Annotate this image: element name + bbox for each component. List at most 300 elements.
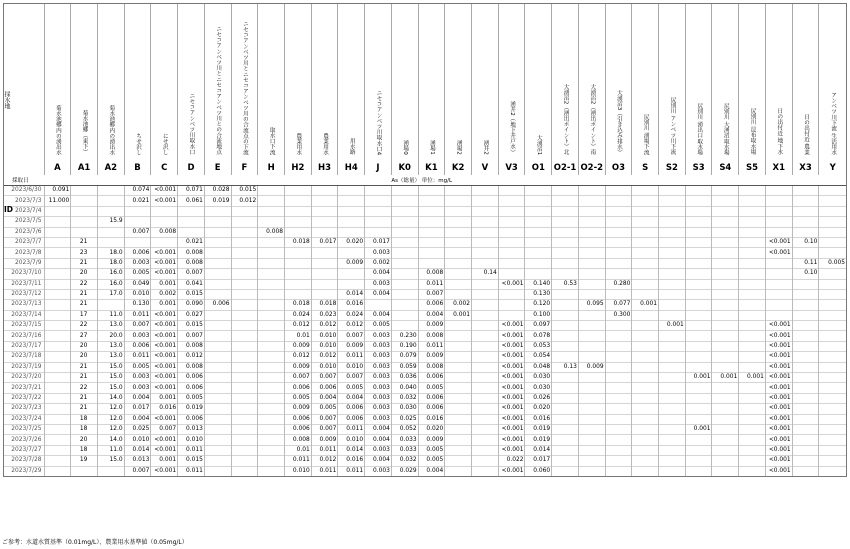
header-row bbox=[4, 4, 846, 161]
table-cell bbox=[44, 414, 71, 424]
table-cell bbox=[792, 383, 819, 393]
table-cell: 21 bbox=[71, 300, 98, 310]
column-description: アンベツ川下流 生活用水 bbox=[830, 91, 837, 155]
table-cell: 22 bbox=[71, 279, 98, 289]
table-cell bbox=[445, 321, 472, 331]
column-id: K1 bbox=[418, 161, 445, 175]
table-cell: 0.008 bbox=[178, 258, 205, 268]
table-cell bbox=[231, 424, 258, 434]
column-id: H bbox=[258, 161, 285, 175]
column-header bbox=[685, 4, 712, 161]
table-cell bbox=[552, 331, 579, 341]
table-cell: <0.001 bbox=[765, 445, 792, 455]
table-cell bbox=[97, 196, 124, 206]
column-description: 湧場2 bbox=[455, 140, 462, 155]
row-date: 2023/7/16 bbox=[4, 331, 44, 341]
table-cell bbox=[739, 206, 766, 216]
table-cell: 0.016 bbox=[525, 414, 552, 424]
table-cell bbox=[712, 393, 739, 403]
table-cell bbox=[605, 414, 632, 424]
table-cell: 0.009 bbox=[311, 435, 338, 445]
row-date: 2023/7/14 bbox=[4, 310, 44, 320]
table-cell bbox=[124, 237, 151, 247]
table-cell bbox=[632, 237, 659, 247]
table-cell: <0.001 bbox=[498, 404, 525, 414]
table-cell bbox=[178, 227, 205, 237]
table-cell: 0.003 bbox=[365, 352, 392, 362]
table-cell: <0.001 bbox=[151, 258, 178, 268]
table-row bbox=[4, 279, 846, 289]
table-cell bbox=[418, 217, 445, 227]
table-cell bbox=[605, 258, 632, 268]
table-cell bbox=[231, 289, 258, 299]
table-cell bbox=[659, 383, 686, 393]
table-row bbox=[4, 414, 846, 424]
table-cell bbox=[391, 279, 418, 289]
table-cell: 0.016 bbox=[338, 300, 365, 310]
table-cell: 0.003 bbox=[124, 331, 151, 341]
table-cell: 0.027 bbox=[178, 310, 205, 320]
column-header bbox=[525, 4, 552, 161]
column-id: X3 bbox=[792, 161, 819, 175]
table-cell bbox=[391, 237, 418, 247]
table-cell: 0.01 bbox=[284, 445, 311, 455]
table-cell: 0.011 bbox=[124, 352, 151, 362]
table-cell bbox=[445, 352, 472, 362]
table-cell bbox=[632, 424, 659, 434]
table-cell bbox=[311, 217, 338, 227]
column-id: J bbox=[365, 161, 392, 175]
column-description: 尻別川 湧場下流 bbox=[642, 114, 649, 155]
table-cell: 0.005 bbox=[418, 456, 445, 466]
table-cell: <0.001 bbox=[765, 373, 792, 383]
table-cell bbox=[498, 227, 525, 237]
table-cell: 0.003 bbox=[365, 248, 392, 258]
table-cell bbox=[552, 269, 579, 279]
table-cell bbox=[632, 217, 659, 227]
table-cell: 0.012 bbox=[178, 352, 205, 362]
table-cell bbox=[472, 310, 499, 320]
table-cell: 0.009 bbox=[418, 352, 445, 362]
table-cell bbox=[365, 196, 392, 206]
table-cell bbox=[552, 237, 579, 247]
row-date: 2023/7/3 bbox=[4, 196, 44, 206]
table-cell: 15.9 bbox=[97, 217, 124, 227]
table-cell: 0.074 bbox=[124, 186, 151, 196]
table-cell: 20 bbox=[71, 341, 98, 351]
column-id: K0 bbox=[391, 161, 418, 175]
table-cell bbox=[231, 237, 258, 247]
table-cell bbox=[472, 383, 499, 393]
table-cell: <0.001 bbox=[151, 269, 178, 279]
table-cell bbox=[632, 414, 659, 424]
column-description: 菊水池郷内の湧出水 bbox=[108, 104, 115, 155]
table-cell: <0.001 bbox=[765, 352, 792, 362]
column-description: 尻別川 大湧沼取水場 bbox=[722, 102, 729, 155]
table-cell bbox=[659, 352, 686, 362]
table-cell bbox=[685, 331, 712, 341]
table-cell bbox=[578, 383, 605, 393]
table-row bbox=[4, 258, 846, 268]
table-cell bbox=[685, 237, 712, 247]
table-cell bbox=[632, 227, 659, 237]
table-cell bbox=[685, 352, 712, 362]
table-row bbox=[4, 393, 846, 403]
table-cell: 0.010 bbox=[178, 435, 205, 445]
table-cell bbox=[552, 445, 579, 455]
table-cell bbox=[685, 258, 712, 268]
table-cell bbox=[605, 404, 632, 414]
table-cell: 0.008 bbox=[418, 331, 445, 341]
table-cell bbox=[712, 186, 739, 196]
table-cell: 0.019 bbox=[178, 404, 205, 414]
table-row bbox=[4, 321, 846, 331]
table-cell: 0.230 bbox=[391, 331, 418, 341]
column-id: O1 bbox=[525, 161, 552, 175]
table-cell bbox=[659, 414, 686, 424]
table-row bbox=[4, 373, 846, 383]
table-cell: 0.004 bbox=[311, 393, 338, 403]
table-cell: 13.0 bbox=[97, 352, 124, 362]
table-cell bbox=[284, 227, 311, 237]
column-header bbox=[178, 4, 205, 161]
table-cell bbox=[311, 258, 338, 268]
table-cell bbox=[204, 331, 231, 341]
table-cell bbox=[258, 404, 285, 414]
table-cell bbox=[739, 435, 766, 445]
table-cell bbox=[659, 237, 686, 247]
table-cell bbox=[258, 424, 285, 434]
table-cell bbox=[765, 289, 792, 299]
table-row bbox=[4, 352, 846, 362]
table-cell bbox=[231, 341, 258, 351]
table-cell: 0.007 bbox=[311, 414, 338, 424]
table-cell: 0.007 bbox=[284, 373, 311, 383]
table-cell bbox=[498, 300, 525, 310]
table-cell bbox=[284, 269, 311, 279]
table-cell bbox=[472, 300, 499, 310]
column-description: 尻別川 アンベツ川下流 bbox=[669, 97, 676, 155]
column-description: ニセコアンベツ川とニセコアンベツ川の合流点の下流 bbox=[241, 20, 248, 155]
table-cell bbox=[659, 445, 686, 455]
table-cell: <0.001 bbox=[151, 321, 178, 331]
table-cell: 0.004 bbox=[365, 289, 392, 299]
table-cell: 18 bbox=[71, 424, 98, 434]
table-cell bbox=[472, 341, 499, 351]
column-header bbox=[578, 4, 605, 161]
table-cell: 0.002 bbox=[365, 258, 392, 268]
table-cell: 21 bbox=[71, 289, 98, 299]
table-cell bbox=[605, 196, 632, 206]
table-cell: 0.001 bbox=[151, 300, 178, 310]
table-cell bbox=[792, 300, 819, 310]
table-cell bbox=[712, 362, 739, 372]
table-cell bbox=[739, 186, 766, 196]
table-cell bbox=[258, 217, 285, 227]
table-cell: 0.006 bbox=[418, 300, 445, 310]
table-cell bbox=[231, 414, 258, 424]
table-cell: 0.005 bbox=[418, 383, 445, 393]
column-header bbox=[258, 4, 285, 161]
table-cell bbox=[605, 456, 632, 466]
table-row bbox=[4, 435, 846, 445]
table-cell bbox=[712, 383, 739, 393]
column-id: C bbox=[151, 161, 178, 175]
column-header bbox=[284, 4, 311, 161]
table-cell: 0.030 bbox=[525, 383, 552, 393]
table-cell bbox=[552, 393, 579, 403]
table-cell bbox=[685, 414, 712, 424]
table-cell bbox=[204, 393, 231, 403]
column-description: 尻別川 湧出口取水場 bbox=[696, 102, 703, 155]
table-cell: 0.010 bbox=[311, 331, 338, 341]
table-cell: 0.030 bbox=[391, 404, 418, 414]
row-date: 2023/7/22 bbox=[4, 393, 44, 403]
table-cell: 11.000 bbox=[44, 196, 71, 206]
table-cell: 0.008 bbox=[258, 227, 285, 237]
table-cell: 0.013 bbox=[178, 424, 205, 434]
table-cell bbox=[712, 435, 739, 445]
table-cell: 0.040 bbox=[391, 383, 418, 393]
table-cell: 0.004 bbox=[365, 456, 392, 466]
table-cell bbox=[472, 248, 499, 258]
table-cell bbox=[445, 383, 472, 393]
table-cell bbox=[739, 362, 766, 372]
table-cell bbox=[632, 445, 659, 455]
table-cell bbox=[792, 373, 819, 383]
table-cell bbox=[498, 186, 525, 196]
table-cell: 0.001 bbox=[632, 300, 659, 310]
table-cell: 0.060 bbox=[525, 466, 552, 476]
table-cell bbox=[311, 186, 338, 196]
table-cell: 0.010 bbox=[338, 362, 365, 372]
table-cell bbox=[498, 206, 525, 216]
table-cell bbox=[472, 279, 499, 289]
table-cell bbox=[632, 258, 659, 268]
table-cell bbox=[311, 269, 338, 279]
table-cell: 0.006 bbox=[284, 414, 311, 424]
table-cell: <0.001 bbox=[498, 331, 525, 341]
table-cell bbox=[765, 300, 792, 310]
table-cell: 0.130 bbox=[124, 300, 151, 310]
table-cell: <0.001 bbox=[151, 373, 178, 383]
table-cell: 0.013 bbox=[124, 456, 151, 466]
column-id: D bbox=[178, 161, 205, 175]
column-description: 農業用水 bbox=[322, 132, 329, 155]
column-id: A bbox=[44, 161, 71, 175]
table-cell: 0.005 bbox=[178, 393, 205, 403]
table-cell bbox=[231, 227, 258, 237]
table-cell bbox=[552, 248, 579, 258]
row-date: 2023/7/15 bbox=[4, 321, 44, 331]
table-cell bbox=[632, 310, 659, 320]
table-cell bbox=[204, 237, 231, 247]
row-date: 2023/7/7 bbox=[4, 237, 44, 247]
table-cell: 0.006 bbox=[124, 341, 151, 351]
table-cell: 0.015 bbox=[231, 186, 258, 196]
table-cell bbox=[445, 331, 472, 341]
table-cell: 0.008 bbox=[151, 227, 178, 237]
table-cell: 0.003 bbox=[365, 466, 392, 476]
table-cell: 0.019 bbox=[204, 196, 231, 206]
table-cell: <0.001 bbox=[765, 383, 792, 393]
table-cell: 21 bbox=[71, 404, 98, 414]
table-cell bbox=[659, 331, 686, 341]
table-cell: 0.100 bbox=[525, 310, 552, 320]
table-cell bbox=[685, 456, 712, 466]
column-id: O3 bbox=[605, 161, 632, 175]
table-cell bbox=[284, 196, 311, 206]
table-cell bbox=[472, 414, 499, 424]
table-cell bbox=[739, 321, 766, 331]
table-cell bbox=[739, 196, 766, 206]
table-cell: 0.130 bbox=[525, 289, 552, 299]
table-cell bbox=[739, 414, 766, 424]
table-cell bbox=[391, 227, 418, 237]
table-cell bbox=[552, 341, 579, 351]
table-cell bbox=[605, 289, 632, 299]
table-cell: 0.011 bbox=[418, 341, 445, 351]
table-row bbox=[4, 383, 846, 393]
table-cell bbox=[659, 341, 686, 351]
table-cell bbox=[819, 217, 846, 227]
column-description: 湧井2 bbox=[482, 140, 489, 155]
table-cell: 0.007 bbox=[178, 331, 205, 341]
table-cell bbox=[498, 258, 525, 268]
table-cell bbox=[739, 217, 766, 227]
table-cell bbox=[44, 393, 71, 403]
table-cell: <0.001 bbox=[151, 362, 178, 372]
table-cell bbox=[792, 196, 819, 206]
table-cell bbox=[391, 206, 418, 216]
column-id: S2 bbox=[659, 161, 686, 175]
table-cell bbox=[338, 279, 365, 289]
table-cell: 0.017 bbox=[124, 404, 151, 414]
table-cell bbox=[552, 196, 579, 206]
table-cell: 0.008 bbox=[178, 362, 205, 372]
table-cell: 21 bbox=[71, 373, 98, 383]
table-cell bbox=[418, 196, 445, 206]
table-cell bbox=[97, 186, 124, 196]
row-date: 2023/7/24 bbox=[4, 414, 44, 424]
table-cell: 16.0 bbox=[97, 269, 124, 279]
table-cell bbox=[712, 269, 739, 279]
table-cell bbox=[391, 300, 418, 310]
column-id: B bbox=[124, 161, 151, 175]
row-date: 2023/7/25 bbox=[4, 424, 44, 434]
table-cell: 0.005 bbox=[311, 404, 338, 414]
table-cell bbox=[338, 248, 365, 258]
table-cell bbox=[178, 206, 205, 216]
column-id: E bbox=[204, 161, 231, 175]
table-cell: 0.017 bbox=[365, 237, 392, 247]
table-cell bbox=[472, 331, 499, 341]
table-cell: 0.10 bbox=[792, 269, 819, 279]
column-description: 用水路 bbox=[348, 138, 355, 155]
table-cell bbox=[819, 362, 846, 372]
table-cell bbox=[258, 269, 285, 279]
table-cell bbox=[685, 362, 712, 372]
table-cell: 0.007 bbox=[338, 331, 365, 341]
table-cell bbox=[739, 289, 766, 299]
column-header bbox=[605, 4, 632, 161]
table-cell: 0.005 bbox=[338, 383, 365, 393]
table-cell bbox=[685, 466, 712, 476]
row-date: 2023/7/5 bbox=[4, 217, 44, 227]
table-cell: 0.280 bbox=[605, 279, 632, 289]
row-date: 2023/7/27 bbox=[4, 445, 44, 455]
table-cell: 11.0 bbox=[97, 445, 124, 455]
table-cell bbox=[712, 258, 739, 268]
table-cell bbox=[578, 186, 605, 196]
table-cell bbox=[819, 321, 846, 331]
table-cell bbox=[525, 227, 552, 237]
table-cell bbox=[71, 196, 98, 206]
table-cell bbox=[819, 393, 846, 403]
table-cell: 0.012 bbox=[311, 352, 338, 362]
table-cell bbox=[445, 196, 472, 206]
column-description: 尻別川 昆布取水場 bbox=[749, 108, 756, 155]
table-cell: 0.020 bbox=[338, 237, 365, 247]
table-cell: 0.003 bbox=[365, 279, 392, 289]
table-cell bbox=[685, 196, 712, 206]
table-cell bbox=[204, 383, 231, 393]
column-header bbox=[391, 4, 418, 161]
table-cell bbox=[311, 227, 338, 237]
table-cell: <0.001 bbox=[151, 352, 178, 362]
table-cell bbox=[685, 227, 712, 237]
column-header bbox=[44, 4, 71, 161]
table-cell bbox=[712, 310, 739, 320]
table-cell bbox=[178, 217, 205, 227]
table-cell bbox=[605, 352, 632, 362]
table-cell bbox=[231, 331, 258, 341]
table-cell bbox=[578, 279, 605, 289]
table-cell bbox=[97, 466, 124, 476]
table-cell bbox=[552, 217, 579, 227]
table-cell bbox=[204, 217, 231, 227]
table-cell bbox=[765, 258, 792, 268]
row-date: 2023/7/29 bbox=[4, 466, 44, 476]
table-cell bbox=[258, 300, 285, 310]
table-cell bbox=[525, 196, 552, 206]
table-cell bbox=[792, 466, 819, 476]
table-cell: 18 bbox=[71, 445, 98, 455]
table-cell bbox=[632, 279, 659, 289]
table-cell: 0.140 bbox=[525, 279, 552, 289]
table-cell bbox=[231, 321, 258, 331]
table-cell bbox=[712, 279, 739, 289]
table-cell bbox=[258, 456, 285, 466]
table-cell: 0.11 bbox=[792, 258, 819, 268]
table-cell: 0.004 bbox=[418, 310, 445, 320]
table-cell: 18.0 bbox=[97, 248, 124, 258]
table-cell bbox=[712, 217, 739, 227]
table-row bbox=[4, 331, 846, 341]
unit-note: As（総量） 単位：mg/L bbox=[391, 175, 846, 186]
table-cell bbox=[258, 466, 285, 476]
table-cell bbox=[605, 393, 632, 403]
column-description: 取水口下流 bbox=[268, 127, 275, 155]
table-cell bbox=[258, 435, 285, 445]
table-cell bbox=[632, 435, 659, 445]
table-row bbox=[4, 227, 846, 237]
table-cell bbox=[472, 362, 499, 372]
table-cell bbox=[418, 248, 445, 258]
table-row bbox=[4, 445, 846, 455]
table-cell: 0.052 bbox=[391, 424, 418, 434]
table-cell: 0.012 bbox=[311, 456, 338, 466]
